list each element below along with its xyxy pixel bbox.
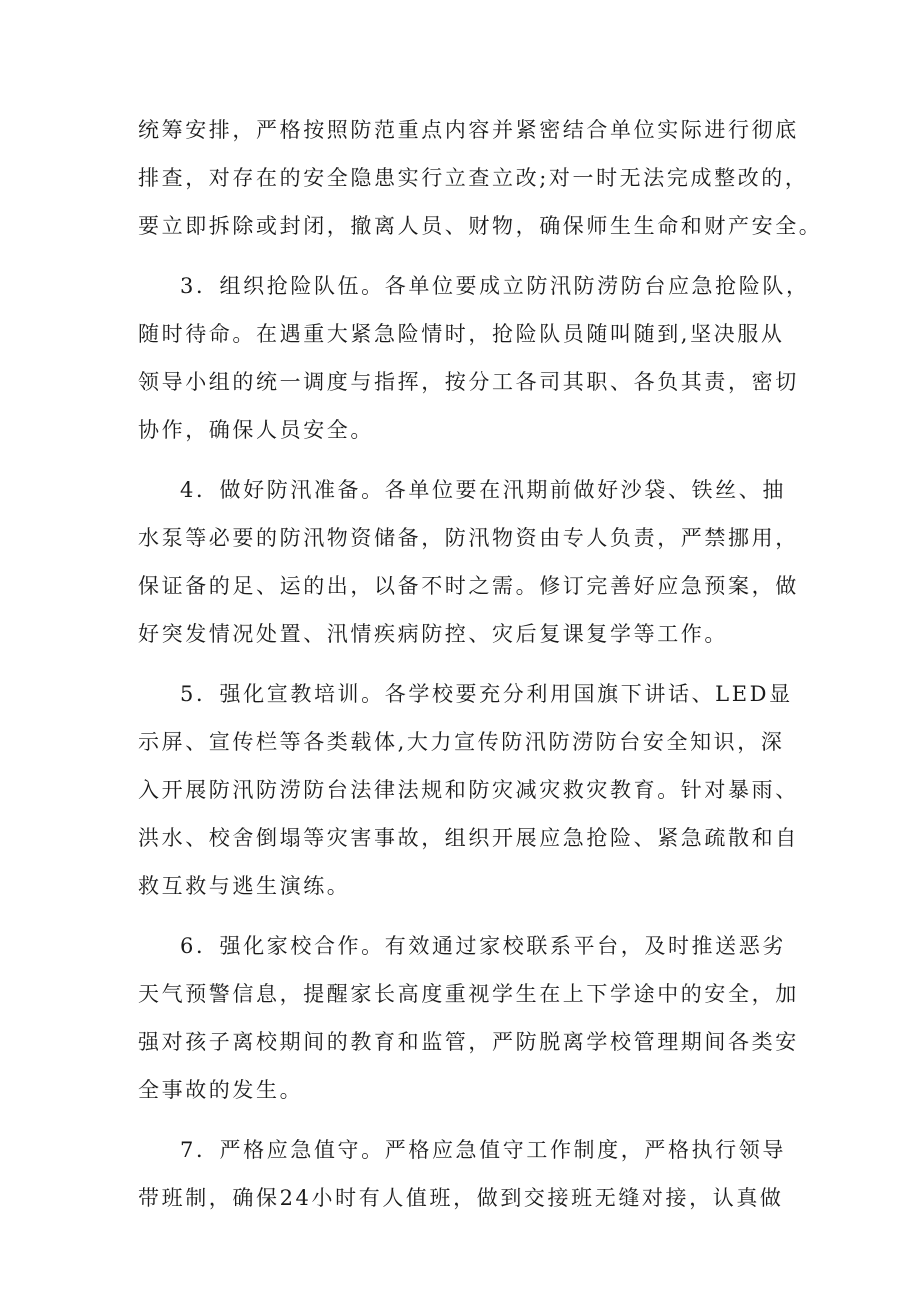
text-line: 统筹安排，严格按照防范重点内容并紧密结合单位实际进行彻底 xyxy=(138,118,799,142)
text-line: 4．做好防汛准备。各单位要在汛期前做好沙袋、铁丝、抽 xyxy=(180,478,786,502)
text-line: 洪水、校舍倒塌等灾害事故，组织开展应急抢险、紧急疏散和自 xyxy=(138,826,799,850)
text-line: 6．强化家校合作。有效通过家校联系平台，及时推送恶劣 xyxy=(180,934,786,958)
text-line: 排查，对存在的安全隐患实行立查立改;对一时无法完成整改的， xyxy=(138,166,809,190)
text-line: 救互救与逃生演练。 xyxy=(138,874,351,898)
text-line: 5．强化宣教培训。各学校要充分利用国旗下讲话、LED显 xyxy=(180,682,793,706)
paragraph-gap xyxy=(138,1114,828,1126)
text-line: 天气预警信息，提醒家长高度重视学生在上下学途中的安全，加 xyxy=(138,982,799,1006)
text-line: 全事故的发生。 xyxy=(138,1078,304,1102)
text-line: 保证备的足、运的出，以备不时之需。修订完善好应急预案，做 xyxy=(138,574,799,598)
text-line: 水泵等必要的防汛物资储备，防汛物资由专人负责，严禁挪用， xyxy=(138,526,799,550)
text-line: 3．组织抢险队伍。各单位要成立防汛防涝防台应急抢险队， xyxy=(180,274,810,298)
text-line: 随时待命。在遇重大紧急险情时，抢险队员随叫随到,坚决服从 xyxy=(138,322,785,346)
document-body xyxy=(138,106,828,1222)
text-line: 好突发情况处置、汛情疾病防控、灾后复课复学等工作。 xyxy=(138,622,728,646)
text-line: 要立即拆除或封闭，撤离人员、财物，确保师生生命和财产安全。 xyxy=(138,214,823,238)
paragraph-gap xyxy=(138,910,828,922)
text-line: 领导小组的统一调度与指挥，按分工各司其职、各负其责，密切 xyxy=(138,370,799,394)
text-line: 示屏、宣传栏等各类载体,大力宣传防汛防涝防台安全知识，深 xyxy=(138,730,785,754)
paragraph-gap xyxy=(138,658,828,670)
paragraph-gap xyxy=(138,250,828,262)
text-line: 入开展防汛防涝防台法律法规和防灾减灾救灾教育。针对暴雨、 xyxy=(138,778,799,802)
text-line: 协作，确保人员安全。 xyxy=(138,418,374,442)
text-line: 7．严格应急值守。严格应急值守工作制度，严格执行领导 xyxy=(180,1138,786,1162)
text-line: 带班制，确保24小时有人值班，做到交接班无缝对接，认真做 xyxy=(138,1186,784,1210)
text-line: 强对孩子离校期间的教育和监管，严防脱离学校管理期间各类安 xyxy=(138,1030,799,1054)
paragraph-gap xyxy=(138,454,828,466)
